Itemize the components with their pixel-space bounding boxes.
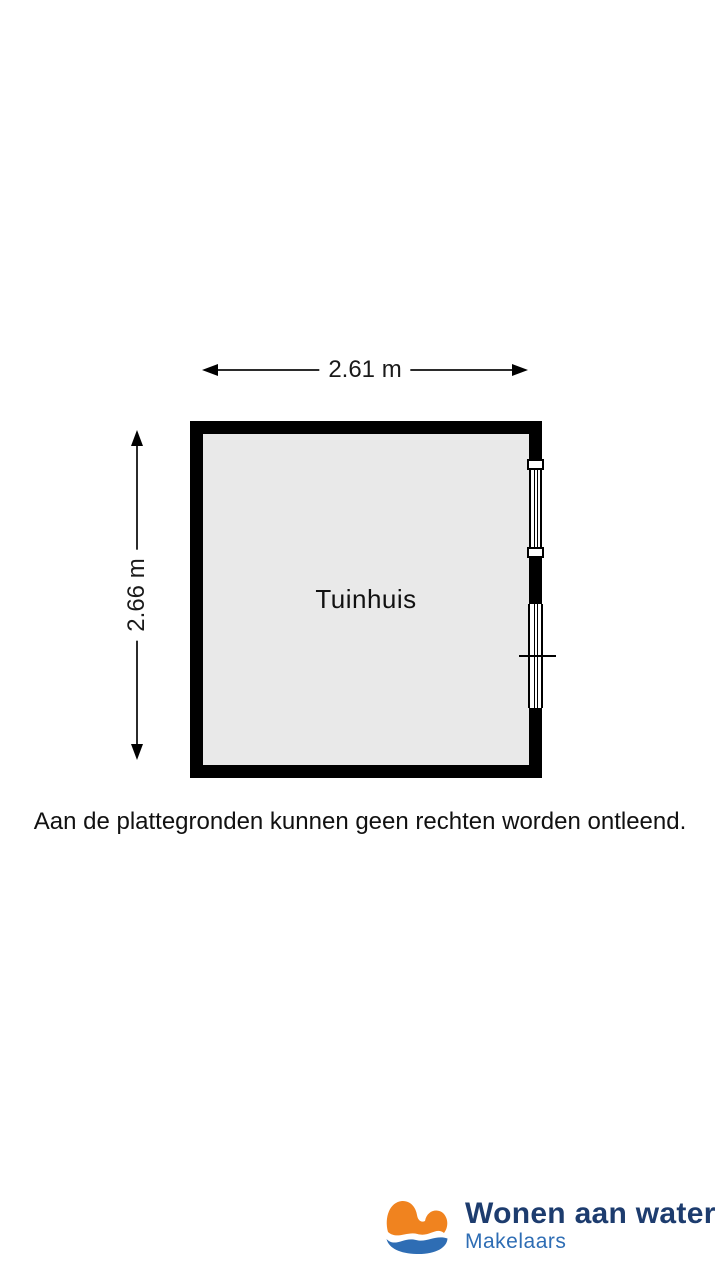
height-dimension-label: 2.66 m <box>124 549 150 640</box>
logo-subtitle: Makelaars <box>465 1230 567 1253</box>
logo-text <box>465 1198 716 1254</box>
window-glass <box>529 468 542 549</box>
room-tuinhuis <box>190 421 542 778</box>
window-sill-bottom <box>527 547 544 558</box>
arrow-right-icon <box>512 364 528 376</box>
width-dimension-label: 2.61 m <box>319 357 410 383</box>
door <box>528 604 543 708</box>
width-dimension <box>202 355 528 383</box>
window-sill-top <box>527 459 544 470</box>
room-label: Tuinhuis <box>315 584 417 614</box>
room-floor <box>203 434 529 765</box>
height-dimension <box>122 430 150 760</box>
logo <box>383 1196 716 1256</box>
door-handle-icon <box>519 655 556 657</box>
logo-orange-shape <box>387 1201 448 1235</box>
arrow-down-icon <box>131 744 143 760</box>
logo-title: Wonen aan water <box>465 1197 716 1230</box>
window-pane-lines <box>534 468 538 549</box>
window <box>527 459 544 558</box>
logo-blue-wave <box>387 1237 448 1254</box>
wave-heart-icon <box>383 1196 451 1256</box>
disclaimer-text: Aan de plattegronden kunnen geen rechten worden ontleend. <box>33 808 687 835</box>
arrow-up-icon <box>131 430 143 446</box>
arrow-left-icon <box>202 364 218 376</box>
